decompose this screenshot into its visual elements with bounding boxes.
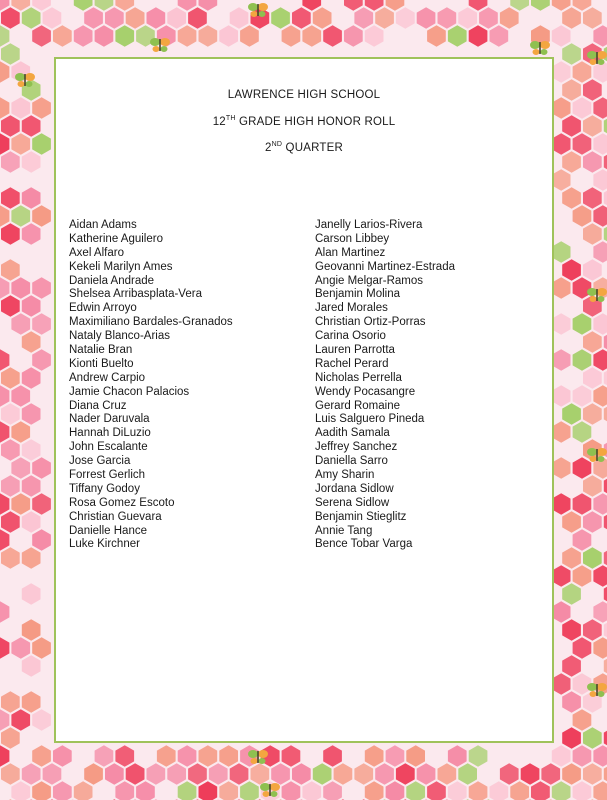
- quarter-suffix: ND: [271, 141, 283, 148]
- butterfly-icon: [587, 448, 607, 462]
- student-name: Annie Tang: [315, 524, 373, 537]
- butterfly-icon: [587, 51, 607, 65]
- student-name: Angie Melgar-Ramos: [315, 274, 424, 287]
- honor-roll-sheet: [54, 57, 554, 743]
- student-name: John Escalante: [69, 441, 148, 454]
- student-name: Katherine Aguilero: [69, 232, 163, 245]
- student-name: Forrest Gerlich: [69, 469, 146, 482]
- student-name: Jared Morales: [315, 302, 388, 315]
- student-name: Kekeli Marilyn Ames: [69, 260, 173, 273]
- quarter-label: QUARTER: [285, 141, 343, 154]
- student-name: Jeffrey Sanchez: [315, 441, 398, 454]
- quarter-number: 2: [265, 141, 272, 154]
- roll-title: GRADE HIGH HONOR ROLL: [239, 115, 396, 128]
- student-name: Aadith Samala: [315, 427, 390, 440]
- student-name: Aidan Adams: [69, 219, 137, 231]
- student-name: Nader Daruvala: [69, 413, 150, 426]
- student-name: Benjamin Stieglitz: [315, 510, 407, 523]
- student-name: Diana Cruz: [69, 399, 127, 412]
- butterfly-icon: [15, 73, 35, 87]
- student-name: Janelly Larios-Rivera: [315, 219, 423, 231]
- butterfly-icon: [587, 683, 607, 697]
- butterfly-icon: [260, 783, 280, 797]
- student-name: Luis Salguero Pineda: [315, 413, 425, 426]
- student-name: Luke Kirchner: [69, 538, 140, 551]
- student-name: Shelsea Arribasplata-Vera: [69, 288, 202, 301]
- quarter-title: [56, 141, 552, 154]
- student-name: Bence Tobar Varga: [315, 538, 413, 551]
- student-name: Carina Osorio: [315, 330, 386, 343]
- student-name: Nataly Blanco-Arias: [69, 330, 170, 343]
- student-list-left: [69, 219, 233, 552]
- student-name: Nicholas Perrella: [315, 371, 402, 384]
- student-name: Christian Guevara: [69, 510, 162, 523]
- student-name: Serena Sidlow: [315, 496, 390, 509]
- student-name: Gerard Romaine: [315, 399, 401, 412]
- student-name: Edwin Arroyo: [69, 302, 137, 315]
- student-name: Tiffany Godoy: [69, 482, 140, 495]
- student-name: Natalie Bran: [69, 344, 133, 357]
- student-name: Benjamin Molina: [315, 288, 401, 301]
- student-name: Lauren Parrotta: [315, 344, 395, 357]
- butterfly-icon: [150, 38, 170, 52]
- honor-roll-title: [56, 115, 552, 128]
- school-name: LAWRENCE HIGH SCHOOL: [227, 89, 381, 101]
- student-name: Hannah DiLuzio: [69, 427, 151, 440]
- student-name: Andrew Carpio: [69, 371, 146, 384]
- student-name: Jose Garcia: [69, 455, 131, 468]
- student-name: Jamie Chacon Palacios: [69, 385, 190, 398]
- student-name: Geovanni Martinez-Estrada: [315, 260, 455, 273]
- student-name: Rosa Gomez Escoto: [69, 496, 175, 509]
- grade-number: 12: [212, 115, 226, 128]
- student-name: Alan Martinez: [315, 246, 386, 259]
- butterfly-icon: [587, 288, 607, 302]
- butterfly-icon: [248, 3, 268, 17]
- student-name: Maximiliano Bardales-Granados: [69, 316, 233, 329]
- student-name: Daniela Andrade: [69, 274, 155, 287]
- student-name: Rachel Perard: [315, 357, 389, 370]
- butterfly-icon: [248, 750, 268, 764]
- student-name: Axel Alfaro: [69, 246, 124, 259]
- student-name: Kionti Buelto: [69, 357, 134, 370]
- student-name: Daniella Sarro: [315, 455, 388, 468]
- butterfly-icon: [530, 41, 550, 55]
- student-name: Wendy Pocasangre: [315, 385, 416, 398]
- student-list-right: [315, 219, 455, 552]
- student-name: Danielle Hance: [69, 524, 147, 537]
- student-name: Amy Sharin: [315, 469, 375, 482]
- grade-suffix: TH: [225, 115, 236, 122]
- student-name: Jordana Sidlow: [315, 482, 394, 495]
- student-name: Carson Libbey: [315, 232, 390, 245]
- student-name: Christian Ortiz-Porras: [315, 316, 426, 329]
